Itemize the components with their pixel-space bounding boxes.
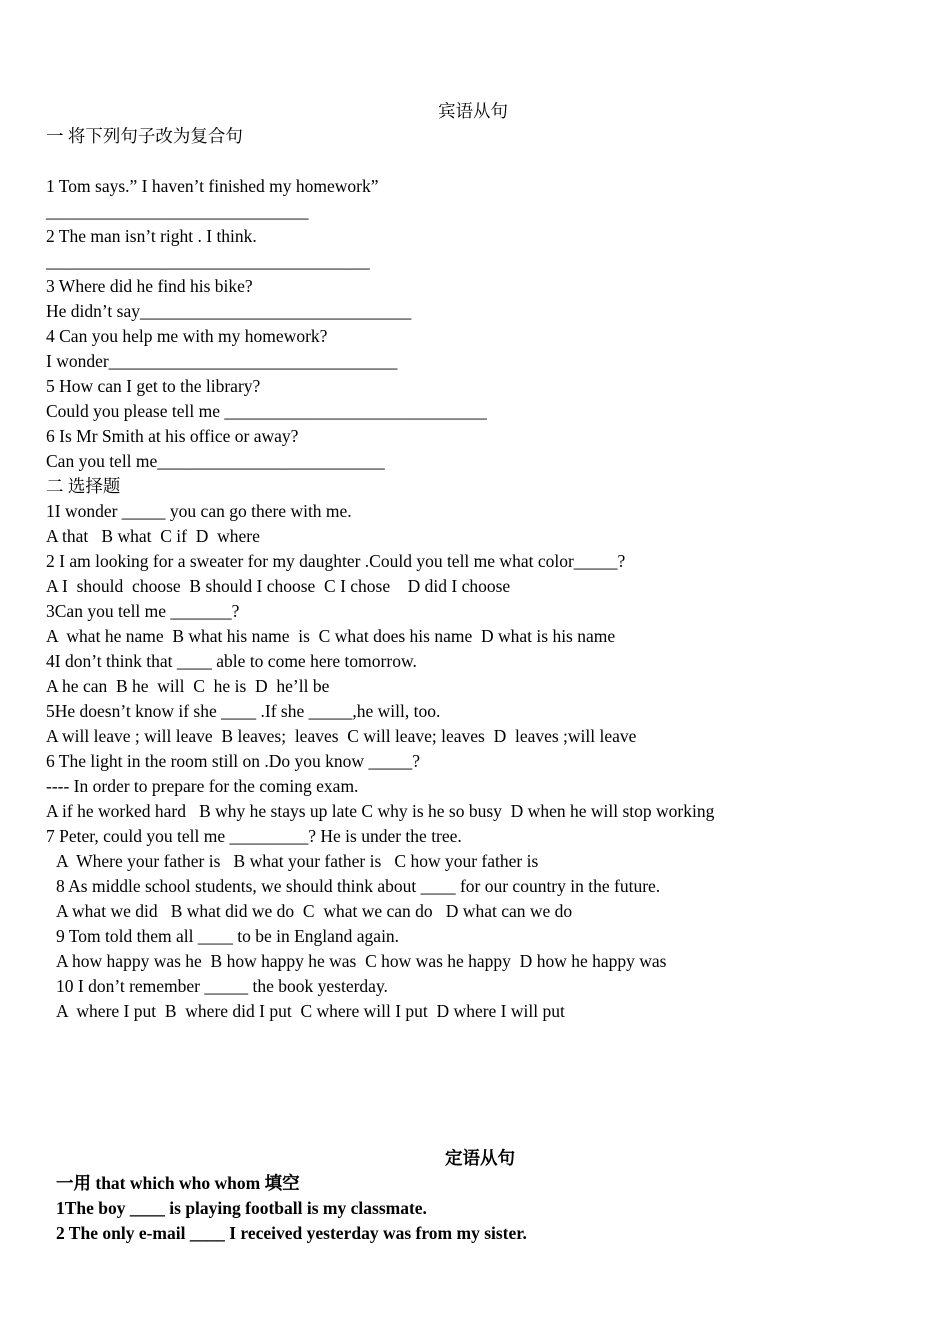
question-line: 1The boy ____ is playing football is my classmate.	[56, 1198, 427, 1218]
options-line: A Where your father is B what your father is C how your father is	[56, 851, 539, 871]
question-line: 4I don’t think that ____ able to come here tomorrow.	[46, 651, 417, 671]
question-line: 1I wonder _____ you can go there with me.	[46, 501, 352, 521]
question-line: 2 The only e-mail ____ I received yesterday was from my sister.	[56, 1223, 527, 1243]
part-heading: 一用 that which who whom 填空	[56, 1173, 300, 1193]
part-heading: 一 将下列句子改为复合句	[46, 126, 243, 146]
exercise-line: 4 Can you help me with my homework?	[46, 326, 328, 346]
answer-blank: _____________________________________	[46, 251, 370, 271]
options-line: A will leave ; will leave B leaves; leaves C will leave; leaves D leaves ;will leave	[46, 726, 637, 746]
part-heading: 二 选择题	[46, 476, 121, 496]
question-line: 7 Peter, could you tell me _________? He is under the tree.	[46, 826, 462, 846]
question-line: 9 Tom told them all ____ to be in England again.	[56, 926, 400, 946]
answer-line: I wonder_________________________________	[46, 351, 398, 371]
options-line: A he can B he will C he is D he’ll be	[46, 676, 330, 696]
section-title: 宾语从句	[438, 101, 508, 121]
answer-blank: ______________________________	[46, 201, 309, 221]
options-line: A that B what C if D where	[46, 526, 260, 546]
options-line: A what he name B what his name is C what does his name D what is his name	[46, 626, 616, 646]
exercise-line: 5 How can I get to the library?	[46, 376, 261, 396]
answer-line: Could you please tell me ______________________________	[46, 401, 487, 421]
exercise-line: 6 Is Mr Smith at his office or away?	[46, 426, 299, 446]
answer-line: He didn’t say_______________________________	[46, 301, 412, 321]
dialogue-line: ---- In order to prepare for the coming exam.	[46, 776, 359, 796]
question-line: 3Can you tell me _______?	[46, 601, 240, 621]
options-line: A I should choose B should I choose C I chose D did I choose	[46, 576, 511, 596]
exercise-line: 2 The man isn’t right . I think.	[46, 226, 257, 246]
exercise-line: 3 Where did he find his bike?	[46, 276, 253, 296]
question-line: 10 I don’t remember _____ the book yesterday.	[56, 976, 388, 996]
options-line: A if he worked hard B why he stays up late C why is he so busy D when he will stop working	[46, 801, 715, 821]
question-line: 5He doesn’t know if she ____ .If she _____,he will, too.	[46, 701, 441, 721]
answer-line: Can you tell me__________________________	[46, 451, 385, 471]
exercise-line: 1 Tom says.” I haven’t finished my homework”	[46, 176, 379, 196]
options-line: A what we did B what did we do C what we can do D what can we do	[56, 901, 573, 921]
options-line: A where I put B where did I put C where will I put D where I will put	[56, 1001, 565, 1021]
question-line: 2 I am looking for a sweater for my daughter .Could you tell me what color_____?	[46, 551, 626, 571]
question-line: 8 As middle school students, we should think about ____ for our country in the future.	[56, 876, 661, 896]
options-line: A how happy was he B how happy he was C how was he happy D how he happy was	[56, 951, 667, 971]
question-line: 6 The light in the room still on .Do you know _____?	[46, 751, 420, 771]
section-title: 定语从句	[445, 1148, 515, 1168]
